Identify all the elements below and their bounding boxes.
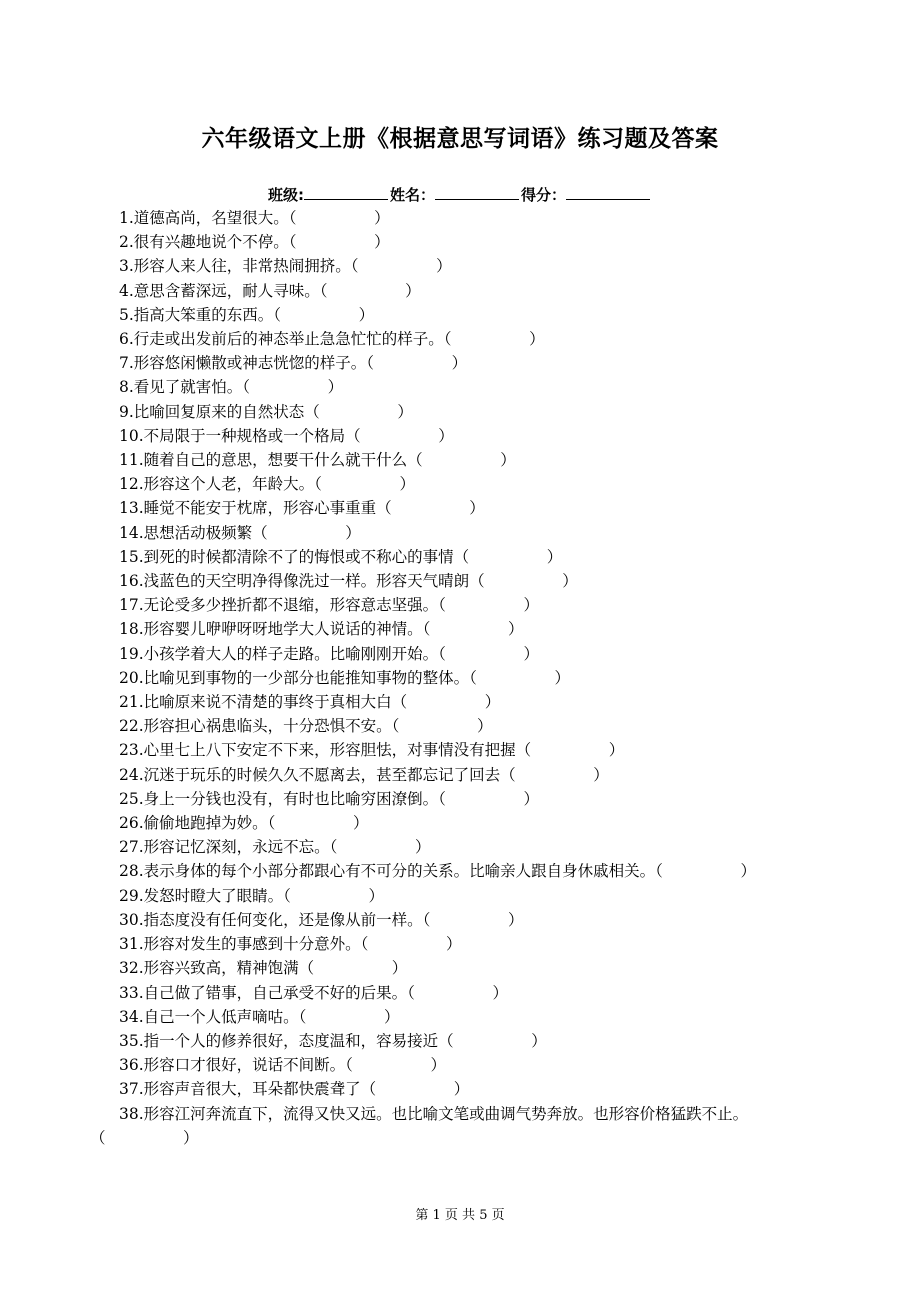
- answer-close-paren: ）: [451, 354, 468, 373]
- answer-open-paren: （: [376, 499, 392, 518]
- answer-close-paren: ）: [445, 935, 462, 954]
- question-item: [90, 472, 840, 496]
- answer-close-paren: ）: [399, 475, 415, 494]
- question-text: 16.浅蓝色的天空明净得像洗过一样。形容天气晴朗: [119, 572, 470, 591]
- score-label: 得分：: [521, 186, 567, 204]
- answer-blank[interactable]: [268, 524, 346, 542]
- question-item: [90, 1029, 840, 1053]
- question-text: 4.意思含蓄深远，耐人寻味。: [119, 281, 320, 300]
- answer-blank[interactable]: [291, 887, 369, 905]
- answer-close-paren: ）: [484, 693, 501, 712]
- answer-close-paren: ）: [436, 257, 452, 276]
- answer-close-paren: ）: [374, 209, 390, 227]
- question-item: [90, 714, 840, 738]
- answer-close-paren: ）: [374, 233, 390, 252]
- answer-open-paren: （: [350, 257, 359, 276]
- answer-open-paren: （: [288, 209, 297, 227]
- answer-blank[interactable]: [376, 1080, 454, 1098]
- worksheet-title: 六年级语文上册《根据意思写词语》练习题及答案: [201, 126, 719, 152]
- question-text: 9.比喻回复原来的自然状态: [119, 402, 305, 421]
- answer-open-paren: （: [360, 1080, 377, 1099]
- answer-open-paren: （: [407, 451, 423, 470]
- answer-blank[interactable]: [368, 935, 446, 953]
- question-item: [90, 642, 840, 666]
- answer-blank[interactable]: [446, 645, 524, 663]
- answer-open-paren: （: [422, 620, 431, 639]
- question-text: 6.行走或出发前后的神态举止急急忙忙的样子。: [119, 330, 444, 349]
- answer-open-paren: （: [391, 693, 408, 712]
- answer-close-paren: ）: [368, 886, 384, 905]
- answer-open-paren: （: [298, 1007, 307, 1026]
- question-list: [90, 206, 840, 1150]
- answer-close-paren: ）: [383, 1007, 400, 1026]
- answer-close-paren: ）: [469, 499, 485, 518]
- answer-close-paren: ）: [608, 741, 625, 760]
- question-item: [90, 569, 840, 593]
- question-item: [90, 206, 840, 230]
- answer-open-paren: （: [443, 330, 452, 349]
- question-item: [90, 763, 840, 787]
- student-info-line: [0, 184, 920, 205]
- answer-close-paren: ）: [492, 983, 508, 1002]
- answer-open-paren: （: [90, 1128, 106, 1147]
- answer-blank[interactable]: [328, 282, 406, 300]
- question-item: [90, 738, 840, 762]
- answer-close-paren: ）: [529, 330, 545, 349]
- answer-blank[interactable]: [374, 354, 452, 372]
- question-text: 37.形容声音很大，耳朵都快震聋了: [119, 1080, 361, 1099]
- answer-blank[interactable]: [446, 790, 524, 808]
- name-label: 姓名：: [389, 186, 435, 204]
- answer-blank[interactable]: [415, 984, 493, 1002]
- answer-close-paren: ）: [740, 862, 756, 881]
- answer-open-paren: （: [469, 668, 477, 687]
- answer-open-paren: （: [283, 886, 291, 905]
- answer-open-paren: （: [438, 1031, 454, 1050]
- question-text: 3.形容人来人往，非常热闹拥挤。: [119, 257, 351, 276]
- question-item: [90, 1005, 840, 1029]
- question-item: [90, 835, 840, 859]
- answer-close-paren: ）: [391, 959, 408, 978]
- question-text: 31.形容对发生的事感到十分意外。: [119, 935, 361, 954]
- question-text: 13.睡觉不能安于枕席，形容心事重重: [119, 499, 377, 518]
- answer-open-paren: （: [298, 959, 315, 978]
- answer-blank[interactable]: [275, 814, 353, 832]
- answer-open-paren: （: [500, 765, 516, 784]
- answer-close-paren: ）: [562, 572, 578, 591]
- question-text: 25.身上一分钱也没有，有时也比喻穷困潦倒。: [119, 789, 439, 808]
- answer-blank[interactable]: [516, 766, 594, 784]
- page-footer: 第 1 页 共 5 页: [415, 1208, 505, 1223]
- answer-close-paren: ）: [183, 1128, 199, 1147]
- question-text: 34.自己一个人低声嘀咕。: [119, 1007, 299, 1026]
- question-item: [90, 617, 840, 641]
- answer-blank[interactable]: [359, 257, 437, 275]
- question-text: 32.形容兴致高，精神饱满: [119, 959, 299, 978]
- answer-blank[interactable]: [430, 620, 508, 638]
- answer-open-paren: （: [345, 1056, 353, 1075]
- question-text: 2.很有兴趣地说个不停。: [119, 233, 289, 252]
- answer-open-paren: （: [252, 523, 268, 542]
- answer-blank[interactable]: [297, 209, 375, 227]
- answer-close-paren: ）: [593, 765, 609, 784]
- answer-blank[interactable]: [531, 741, 609, 759]
- question-item: [90, 448, 840, 472]
- question-text: 11.随着自己的意思，想要干什么就干什么: [119, 451, 408, 470]
- question-text: 18.形容婴儿咿咿呀呀地学大人说话的神情。: [119, 620, 423, 639]
- answer-blank[interactable]: [250, 378, 328, 396]
- answer-blank[interactable]: [281, 306, 359, 324]
- question-text: 7.形容悠闲懒散或神志恍惚的样子。: [119, 354, 367, 373]
- answer-open-paren: （: [655, 862, 663, 881]
- question-item: [90, 496, 840, 520]
- answer-open-paren: （: [267, 814, 276, 833]
- question-item: [90, 859, 840, 883]
- answer-close-paren: ）: [500, 451, 516, 470]
- answer-open-paren: （: [329, 838, 338, 857]
- question-text: 15.到死的时候都清除不了的悔恨或不称心的事情: [119, 547, 454, 566]
- question-item: [90, 811, 840, 835]
- answer-open-paren: （: [366, 354, 375, 373]
- question-item: [90, 375, 840, 399]
- answer-blank[interactable]: [469, 548, 547, 566]
- question-text: 28.表示身体的每个小部分都跟心有不可分的关系。比喻亲人跟自身休戚相关。: [119, 862, 656, 881]
- answer-close-paren: ）: [507, 620, 524, 639]
- answer-blank[interactable]: [423, 451, 501, 469]
- question-text: 24.沉迷于玩乐的时候久久不愿离去，甚至都忘记了回去: [119, 765, 501, 784]
- question-text: 19.小孩学着大人的样子走路。比喻刚刚开始。: [119, 644, 439, 663]
- answer-open-paren: （: [360, 935, 369, 954]
- answer-close-paren: ）: [414, 838, 431, 857]
- question-text: 33.自己做了错事，自己承受不好的后果。: [119, 983, 408, 1002]
- question-text: 5.指高大笨重的东西。: [119, 305, 274, 324]
- question-text: 38.形容江河奔流直下，流得又快又远。也比喻文笔或曲调气势奔放。也形容价格猛跌不止。: [119, 1104, 749, 1123]
- question-text: 1.道德高尚，名望很大。: [119, 209, 289, 227]
- answer-blank[interactable]: [337, 838, 415, 856]
- answer-blank[interactable]: [477, 669, 555, 687]
- answer-open-paren: （: [288, 233, 297, 252]
- question-text: 22.形容担心祸患临头，十分恐惧不安。: [119, 717, 392, 736]
- answer-close-paren: ）: [345, 523, 361, 542]
- question-item: [90, 424, 840, 448]
- answer-close-paren: ）: [430, 1056, 446, 1075]
- answer-close-paren: ）: [352, 814, 369, 833]
- question-text: 23.心里七上八下安定不下来，形容胆怯，对事情没有把握: [119, 741, 516, 760]
- answer-blank[interactable]: [322, 475, 400, 493]
- answer-close-paren: ）: [554, 668, 570, 687]
- answer-close-paren: ）: [405, 281, 421, 300]
- answer-blank[interactable]: [407, 693, 485, 711]
- question-item: [90, 884, 840, 908]
- answer-close-paren: ）: [476, 717, 493, 736]
- answer-close-paren: ）: [523, 596, 539, 615]
- question-item: [90, 787, 840, 811]
- question-item: [90, 254, 840, 278]
- answer-close-paren: ）: [358, 305, 375, 324]
- question-item: [90, 593, 840, 617]
- question-text: 10.不局限于一种规格或一个格局: [119, 426, 346, 445]
- question-item: [90, 521, 840, 545]
- answer-open-paren: （: [515, 741, 532, 760]
- question-text: 26.偷偷地跑掉为妙。: [119, 814, 268, 833]
- question-item: [90, 981, 840, 1005]
- question-text: 8.看见了就害怕。: [119, 378, 243, 397]
- answer-open-paren: （: [304, 402, 320, 421]
- answer-open-paren: （: [314, 475, 322, 494]
- question-item: [90, 908, 840, 932]
- answer-close-paren: ）: [453, 1080, 470, 1099]
- question-item: [90, 1102, 840, 1150]
- question-item: [90, 666, 840, 690]
- answer-open-paren: （: [453, 547, 470, 566]
- answer-blank[interactable]: [353, 1056, 431, 1074]
- question-text: 29.发怒时瞪大了眼睛。: [119, 886, 284, 905]
- answer-open-paren: （: [242, 378, 251, 397]
- answer-blank[interactable]: [361, 427, 439, 445]
- answer-open-paren: （: [273, 305, 282, 324]
- answer-blank[interactable]: [446, 596, 524, 614]
- question-item: [90, 932, 840, 956]
- answer-open-paren: （: [319, 281, 328, 300]
- answer-blank[interactable]: [306, 1008, 384, 1026]
- question-text: 35.指一个人的修养很好，态度温和，容易接近: [119, 1031, 439, 1050]
- answer-blank[interactable]: [314, 959, 392, 977]
- answer-blank[interactable]: [399, 717, 477, 735]
- answer-close-paren: ）: [523, 789, 539, 808]
- question-item: [90, 956, 840, 980]
- question-text: 30.指态度没有任何变化，还是像从前一样。: [119, 910, 423, 929]
- question-item: [90, 230, 840, 254]
- question-item: [90, 1053, 840, 1077]
- question-text: 21.比喻原来说不清楚的事终于真相大白: [119, 693, 392, 712]
- score-blank[interactable]: [566, 185, 650, 200]
- answer-blank[interactable]: [454, 1032, 532, 1050]
- question-item: [90, 1077, 840, 1101]
- answer-open-paren: （: [438, 789, 446, 808]
- answer-blank[interactable]: [663, 862, 741, 880]
- answer-blank[interactable]: [485, 572, 563, 590]
- answer-open-paren: （: [345, 426, 361, 445]
- answer-close-paren: ）: [531, 1031, 547, 1050]
- answer-open-paren: （: [438, 644, 446, 663]
- answer-blank[interactable]: [430, 911, 508, 929]
- question-item: [90, 279, 840, 303]
- answer-blank[interactable]: [297, 233, 375, 251]
- answer-open-paren: （: [391, 717, 400, 736]
- question-text: 27.形容记忆深刻，永远不忘。: [119, 838, 330, 857]
- question-text: 12.形容这个人老，年龄大。: [119, 475, 315, 494]
- question-item: [90, 400, 840, 424]
- class-blank[interactable]: [304, 185, 388, 200]
- answer-open-paren: （: [407, 983, 415, 1002]
- question-text: 20.比喻见到事物的一少部分也能推知事物的整体。: [119, 668, 470, 687]
- name-blank[interactable]: [435, 185, 519, 200]
- question-item: [90, 303, 840, 327]
- answer-close-paren: ）: [397, 402, 413, 421]
- question-text: 36.形容口才很好，说话不间断。: [119, 1056, 346, 1075]
- question-text: 17.无论受多少挫折都不退缩，形容意志坚强。: [119, 596, 439, 615]
- answer-close-paren: ）: [546, 547, 563, 566]
- question-item: [90, 690, 840, 714]
- answer-close-paren: ）: [507, 910, 524, 929]
- answer-blank[interactable]: [392, 499, 470, 517]
- question-text: 14.思想活动极频繁: [119, 523, 253, 542]
- answer-open-paren: （: [422, 910, 431, 929]
- answer-blank[interactable]: [106, 1129, 184, 1147]
- answer-open-paren: （: [438, 596, 446, 615]
- question-item: [90, 545, 840, 569]
- class-label: 班级:: [267, 186, 304, 204]
- question-item: [90, 351, 840, 375]
- answer-close-paren: ）: [523, 644, 539, 663]
- answer-blank[interactable]: [452, 330, 530, 348]
- answer-blank[interactable]: [320, 403, 398, 421]
- answer-close-paren: ）: [438, 426, 454, 445]
- answer-close-paren: ）: [327, 378, 344, 397]
- answer-open-paren: （: [469, 572, 485, 591]
- question-item: [90, 327, 840, 351]
